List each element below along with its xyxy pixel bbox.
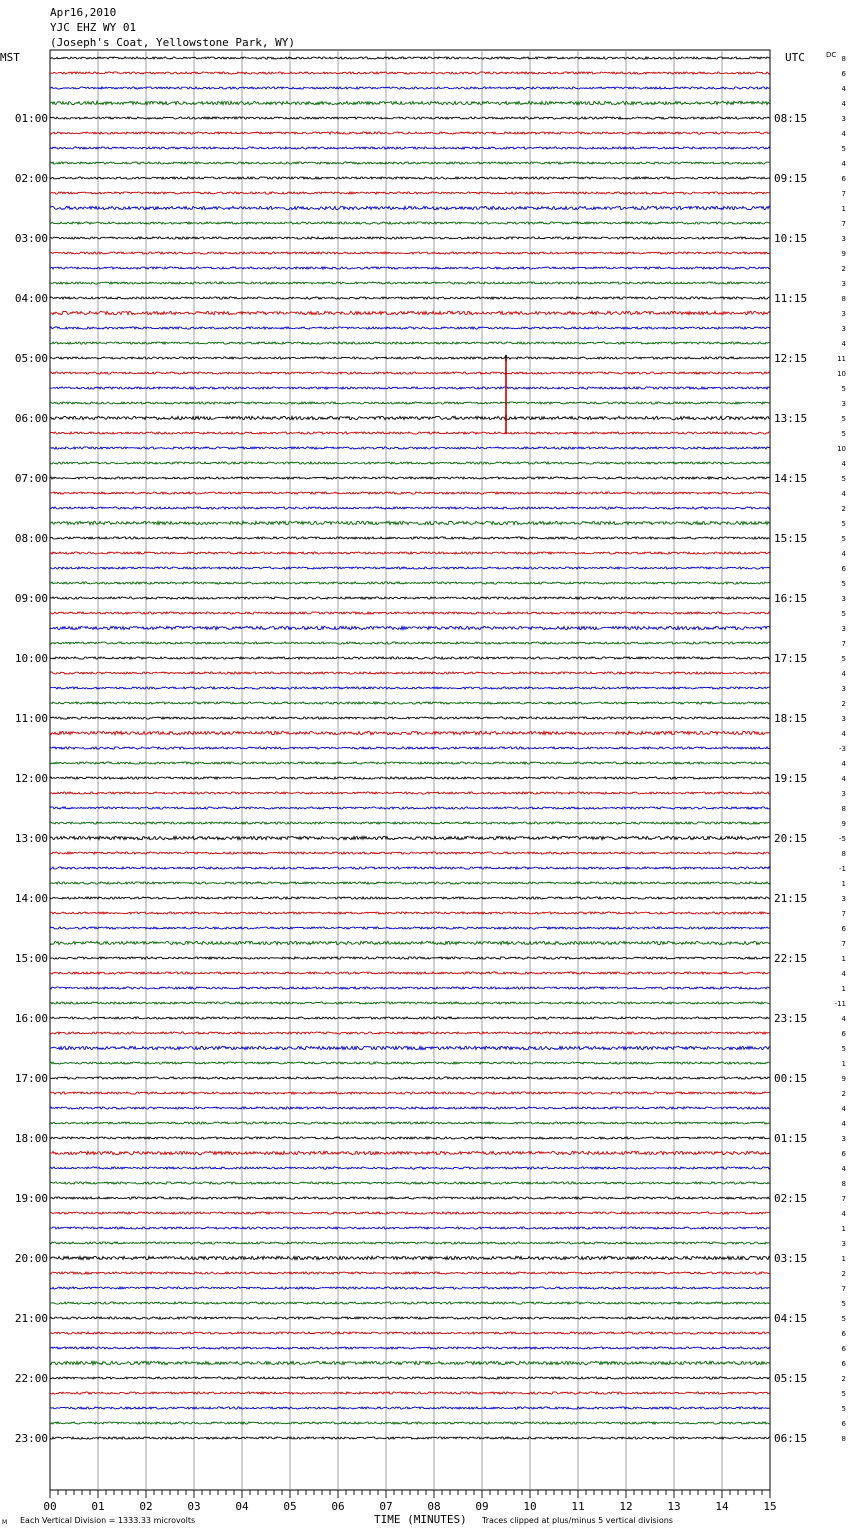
dc-offset-value: 4 bbox=[841, 970, 846, 978]
dc-offset-value: 3 bbox=[841, 325, 846, 333]
dc-offset-value: 7 bbox=[841, 1195, 846, 1203]
dc-offset-value: 1 bbox=[841, 880, 846, 888]
trace-line bbox=[50, 1437, 770, 1439]
hour-label-right: 05:15 bbox=[774, 1372, 808, 1385]
station-location: (Joseph's Coat, Yellowstone Park, WY) bbox=[50, 36, 296, 49]
trace-line bbox=[50, 1407, 770, 1409]
hour-label-right: 13:15 bbox=[774, 412, 808, 425]
trace-line bbox=[50, 1167, 770, 1169]
trace-line bbox=[50, 852, 770, 854]
dc-offset-value: 6 bbox=[841, 925, 846, 933]
trace-line bbox=[50, 477, 770, 479]
trace-line bbox=[50, 327, 770, 329]
hour-label-left: 08:00 bbox=[14, 532, 48, 545]
trace-line bbox=[50, 731, 770, 734]
dc-offset-value: 7 bbox=[841, 1285, 846, 1293]
trace-line bbox=[50, 1422, 770, 1424]
dc-offset-value: 4 bbox=[841, 490, 846, 498]
dc-offset-value: 8 bbox=[841, 805, 846, 813]
trace-line bbox=[50, 416, 770, 419]
trace-line bbox=[50, 702, 770, 704]
dc-offset-value: 5 bbox=[841, 655, 846, 663]
hour-label-right: 21:15 bbox=[774, 892, 808, 905]
trace-line bbox=[50, 927, 770, 929]
trace-line bbox=[50, 537, 770, 539]
x-tick-label: 08 bbox=[427, 1500, 441, 1513]
dc-offset-value: 7 bbox=[841, 910, 846, 918]
hour-label-left: 03:00 bbox=[14, 232, 48, 245]
dc-offset-value: 5 bbox=[841, 475, 846, 483]
trace-line bbox=[50, 1137, 770, 1139]
hour-label-right: 23:15 bbox=[774, 1012, 808, 1025]
dc-offset-value: 5 bbox=[841, 385, 846, 393]
dc-offset-labels bbox=[835, 55, 847, 1443]
trace-line bbox=[50, 1242, 770, 1244]
dc-offset-value: 3 bbox=[841, 625, 846, 633]
dc-offset-value: 4 bbox=[841, 1165, 846, 1173]
trace-line bbox=[50, 836, 770, 839]
trace-line bbox=[50, 822, 770, 824]
dc-offset-value: 2 bbox=[841, 1375, 846, 1383]
dc-offset-value: 7 bbox=[841, 190, 846, 198]
x-axis-title: TIME (MINUTES) bbox=[374, 1513, 467, 1526]
hour-label-right: 04:15 bbox=[774, 1312, 808, 1325]
trace-line bbox=[50, 687, 770, 689]
dc-offset-value: 8 bbox=[841, 1435, 846, 1443]
hour-label-right: 09:15 bbox=[774, 172, 808, 185]
hour-label-left: 11:00 bbox=[14, 712, 48, 725]
dc-offset-value: 9 bbox=[841, 820, 846, 828]
hour-label-left: 04:00 bbox=[14, 292, 48, 305]
trace-line bbox=[50, 912, 770, 914]
hour-label-right: 01:15 bbox=[774, 1132, 808, 1145]
trace-line bbox=[50, 1032, 770, 1034]
station-code: YJC EHZ WY 01 bbox=[50, 21, 137, 34]
hour-label-right: 12:15 bbox=[774, 352, 808, 365]
dc-offset-value: 1 bbox=[841, 1255, 846, 1263]
hour-label-right: 03:15 bbox=[774, 1252, 808, 1265]
dc-offset-value: 5 bbox=[841, 1315, 846, 1323]
trace-line bbox=[50, 147, 770, 149]
trace-line bbox=[50, 132, 770, 134]
clip-note: Traces clipped at plus/minus 5 vertical divisions bbox=[482, 1516, 673, 1525]
dc-offset-value: 2 bbox=[841, 1090, 846, 1098]
dc-offset-value: 4 bbox=[841, 340, 846, 348]
x-tick-label: 05 bbox=[283, 1500, 297, 1513]
dc-offset-value: 4 bbox=[841, 760, 846, 768]
hour-label-right: 10:15 bbox=[774, 232, 808, 245]
hour-label-left: 15:00 bbox=[14, 952, 48, 965]
x-tick-label: 02 bbox=[139, 1500, 153, 1513]
dc-offset-value: 6 bbox=[841, 1345, 846, 1353]
hour-label-right: 06:15 bbox=[774, 1432, 808, 1445]
hour-label-left: 06:00 bbox=[14, 412, 48, 425]
trace-line bbox=[50, 1227, 770, 1229]
trace-line bbox=[50, 521, 770, 524]
dc-offset-value: 3 bbox=[841, 400, 846, 408]
trace-line bbox=[50, 222, 770, 224]
dc-offset-value: 6 bbox=[841, 1420, 846, 1428]
trace-line bbox=[50, 882, 770, 884]
hour-label-right: 00:15 bbox=[774, 1072, 808, 1085]
x-tick-label: 07 bbox=[379, 1500, 393, 1513]
dc-offset-value: 4 bbox=[841, 160, 846, 168]
hour-label-right: 11:15 bbox=[774, 292, 808, 305]
dc-offset-value: 2 bbox=[841, 265, 846, 273]
dc-offset-value: -3 bbox=[839, 745, 846, 753]
dc-offset-value: -1 bbox=[839, 865, 846, 873]
trace-line bbox=[50, 1197, 770, 1199]
hour-label-left: 05:00 bbox=[14, 352, 48, 365]
dc-offset-value: 8 bbox=[841, 295, 846, 303]
hour-label-right: 02:15 bbox=[774, 1192, 808, 1205]
dc-offset-value: 6 bbox=[841, 175, 846, 183]
dc-offset-value: 2 bbox=[841, 505, 846, 513]
x-tick-label: 15 bbox=[763, 1500, 777, 1513]
dc-offset-value: 4 bbox=[841, 550, 846, 558]
x-axis bbox=[43, 1490, 776, 1513]
hour-label-right: 16:15 bbox=[774, 592, 808, 605]
seismic-traces bbox=[50, 57, 770, 1439]
trace-line bbox=[50, 87, 770, 89]
trace-line bbox=[50, 1302, 770, 1304]
dc-offset-value: 3 bbox=[841, 1135, 846, 1143]
dc-offset-value: 5 bbox=[841, 1300, 846, 1308]
trace-line bbox=[50, 1107, 770, 1109]
trace-line bbox=[50, 447, 770, 449]
hour-label-right: 19:15 bbox=[774, 772, 808, 785]
hour-label-left: 07:00 bbox=[14, 472, 48, 485]
dc-offset-value: 5 bbox=[841, 520, 846, 528]
corner-mark: M bbox=[2, 1519, 8, 1526]
dc-offset-value: 4 bbox=[841, 775, 846, 783]
dc-offset-value: 1 bbox=[841, 955, 846, 963]
trace-line bbox=[50, 1377, 770, 1379]
dc-offset-value: 1 bbox=[841, 985, 846, 993]
trace-line bbox=[50, 57, 770, 59]
dc-offset-value: 4 bbox=[841, 1015, 846, 1023]
trace-line bbox=[50, 552, 770, 554]
hour-label-left: 10:00 bbox=[14, 652, 48, 665]
trace-line bbox=[50, 1347, 770, 1349]
x-tick-label: 14 bbox=[715, 1500, 729, 1513]
dc-offset-value: 6 bbox=[841, 70, 846, 78]
dc-offset-value: 3 bbox=[841, 115, 846, 123]
dc-offset-value: 4 bbox=[841, 100, 846, 108]
dc-offset-value: 5 bbox=[841, 415, 846, 423]
dc-offset-value: 3 bbox=[841, 790, 846, 798]
trace-line bbox=[50, 101, 770, 104]
x-tick-label: 11 bbox=[571, 1500, 585, 1513]
trace-line bbox=[50, 1062, 770, 1064]
dc-offset-value: 6 bbox=[841, 1330, 846, 1338]
dc-offset-value: 2 bbox=[841, 700, 846, 708]
x-tick-label: 12 bbox=[619, 1500, 633, 1513]
hour-label-right: 22:15 bbox=[774, 952, 808, 965]
dc-offset-value: 5 bbox=[841, 1390, 846, 1398]
trace-line bbox=[50, 612, 770, 614]
trace-line bbox=[50, 1092, 770, 1094]
dc-offset-value: 5 bbox=[841, 1405, 846, 1413]
trace-line bbox=[50, 1256, 770, 1259]
dc-offset-value: 5 bbox=[841, 580, 846, 588]
dc-offset-value: 5 bbox=[841, 535, 846, 543]
trace-line bbox=[50, 1332, 770, 1334]
dc-offset-value: 6 bbox=[841, 565, 846, 573]
trace-line bbox=[50, 747, 770, 749]
trace-line bbox=[50, 432, 770, 434]
hour-label-right: 18:15 bbox=[774, 712, 808, 725]
trace-line bbox=[50, 626, 770, 629]
trace-line bbox=[50, 311, 770, 314]
dc-offset-value: 1 bbox=[841, 1060, 846, 1068]
dc-offset-value: 7 bbox=[841, 220, 846, 228]
dc-offset-value: 5 bbox=[841, 1045, 846, 1053]
trace-line bbox=[50, 252, 770, 254]
trace-line bbox=[50, 582, 770, 584]
trace-line bbox=[50, 1317, 770, 1319]
hour-label-left: 17:00 bbox=[14, 1072, 48, 1085]
trace-line bbox=[50, 762, 770, 764]
trace-line bbox=[50, 357, 770, 359]
trace-line bbox=[50, 1077, 770, 1079]
dc-offset-value: 3 bbox=[841, 595, 846, 603]
x-tick-label: 09 bbox=[475, 1500, 489, 1513]
trace-line bbox=[50, 72, 770, 74]
hour-label-right: 20:15 bbox=[774, 832, 808, 845]
dc-offset-value: 9 bbox=[841, 250, 846, 258]
trace-line bbox=[50, 372, 770, 374]
trace-line bbox=[50, 897, 770, 899]
trace-line bbox=[50, 402, 770, 404]
trace-line bbox=[50, 462, 770, 464]
dc-offset-value: 3 bbox=[841, 280, 846, 288]
hour-label-left: 01:00 bbox=[14, 112, 48, 125]
dc-offset-value: 4 bbox=[841, 1105, 846, 1113]
dc-offset-value: 1 bbox=[841, 205, 846, 213]
x-tick-label: 10 bbox=[523, 1500, 537, 1513]
trace-line bbox=[50, 267, 770, 269]
hour-label-left: 16:00 bbox=[14, 1012, 48, 1025]
scale-note: Each Vertical Division = 1333.33 microvolts bbox=[20, 1516, 196, 1525]
dc-offset-value: 8 bbox=[841, 850, 846, 858]
x-tick-label: 04 bbox=[235, 1500, 249, 1513]
trace-line bbox=[50, 807, 770, 809]
trace-line bbox=[50, 657, 770, 659]
dc-offset-value: 4 bbox=[841, 460, 846, 468]
trace-line bbox=[50, 972, 770, 974]
record-date: Apr16,2010 bbox=[50, 6, 117, 19]
dc-offset-value: 4 bbox=[841, 1210, 846, 1218]
trace-line bbox=[50, 192, 770, 194]
hour-label-left: 21:00 bbox=[14, 1312, 48, 1325]
trace-line bbox=[50, 1392, 770, 1394]
trace-line bbox=[50, 1002, 770, 1004]
hour-label-right: 17:15 bbox=[774, 652, 808, 665]
trace-line bbox=[50, 117, 770, 119]
hour-label-left: 23:00 bbox=[14, 1432, 48, 1445]
dc-offset-value: 3 bbox=[841, 235, 846, 243]
trace-line bbox=[50, 1287, 770, 1289]
hour-label-right: 08:15 bbox=[774, 112, 808, 125]
trace-line bbox=[50, 777, 770, 779]
trace-line bbox=[50, 642, 770, 644]
trace-line bbox=[50, 1212, 770, 1214]
dc-offset-value: 11 bbox=[837, 355, 846, 363]
dc-offset-value: 4 bbox=[841, 1120, 846, 1128]
hour-label-left: 19:00 bbox=[14, 1192, 48, 1205]
trace-line bbox=[50, 206, 770, 209]
trace-line bbox=[50, 507, 770, 509]
hour-label-left: 02:00 bbox=[14, 172, 48, 185]
trace-line bbox=[50, 1017, 770, 1019]
dc-offset-value: 8 bbox=[841, 1180, 846, 1188]
dc-offset-value: 8 bbox=[841, 55, 846, 63]
dc-offset-value: -11 bbox=[834, 1000, 846, 1008]
dc-offset-value: 6 bbox=[841, 1030, 846, 1038]
trace-line bbox=[50, 387, 770, 389]
trace-line bbox=[50, 1182, 770, 1184]
trace-line bbox=[50, 672, 770, 674]
dc-offset-value: 10 bbox=[837, 370, 846, 378]
trace-line bbox=[50, 717, 770, 719]
right-hour-labels bbox=[774, 112, 807, 1445]
dc-offset-value: 4 bbox=[841, 730, 846, 738]
dc-offset-value: 4 bbox=[841, 85, 846, 93]
trace-line bbox=[50, 987, 770, 989]
hour-label-left: 22:00 bbox=[14, 1372, 48, 1385]
trace-line bbox=[50, 342, 770, 344]
x-tick-label: 03 bbox=[187, 1500, 201, 1513]
trace-line bbox=[50, 567, 770, 569]
trace-line bbox=[50, 792, 770, 794]
left-hour-labels bbox=[15, 112, 48, 1445]
trace-line bbox=[50, 1046, 770, 1049]
dc-offset-value: 2 bbox=[841, 1270, 846, 1278]
dc-offset-value: 3 bbox=[841, 310, 846, 318]
hour-label-left: 14:00 bbox=[14, 892, 48, 905]
dc-offset-value: 5 bbox=[841, 430, 846, 438]
trace-line bbox=[50, 237, 770, 239]
dc-offset-value: -5 bbox=[839, 835, 846, 843]
x-tick-label: 00 bbox=[43, 1500, 57, 1513]
dc-offset-value: 3 bbox=[841, 1240, 846, 1248]
dc-offset-value: 7 bbox=[841, 640, 846, 648]
hour-label-right: 15:15 bbox=[774, 532, 808, 545]
trace-line bbox=[50, 297, 770, 299]
dc-offset-value: 6 bbox=[841, 1360, 846, 1368]
x-tick-label: 01 bbox=[91, 1500, 105, 1513]
dc-offset-value: 10 bbox=[837, 445, 846, 453]
left-timezone-label: MST bbox=[0, 51, 20, 64]
trace-line bbox=[50, 1151, 770, 1154]
trace-line bbox=[50, 941, 770, 944]
trace-line bbox=[50, 957, 770, 959]
hour-label-left: 13:00 bbox=[14, 832, 48, 845]
trace-line bbox=[50, 597, 770, 599]
hour-label-left: 09:00 bbox=[14, 592, 48, 605]
trace-line bbox=[50, 1122, 770, 1124]
trace-line bbox=[50, 492, 770, 494]
dc-offset-value: 5 bbox=[841, 145, 846, 153]
dc-offset-value: 9 bbox=[841, 1075, 846, 1083]
x-tick-label: 13 bbox=[667, 1500, 681, 1513]
right-timezone-label: UTC bbox=[785, 51, 805, 64]
trace-line bbox=[50, 1272, 770, 1274]
hour-label-left: 12:00 bbox=[14, 772, 48, 785]
hour-label-right: 14:15 bbox=[774, 472, 808, 485]
hour-label-left: 20:00 bbox=[14, 1252, 48, 1265]
trace-line bbox=[50, 162, 770, 164]
trace-line bbox=[50, 1361, 770, 1364]
trace-line bbox=[50, 177, 770, 179]
dc-offset-value: 5 bbox=[841, 610, 846, 618]
hour-label-left: 18:00 bbox=[14, 1132, 48, 1145]
dc-offset-value: 6 bbox=[841, 1150, 846, 1158]
dc-offset-value: 7 bbox=[841, 940, 846, 948]
dc-offset-value: 4 bbox=[841, 130, 846, 138]
dc-offset-value: 1 bbox=[841, 1225, 846, 1233]
dc-offset-value: 3 bbox=[841, 715, 846, 723]
dc-offset-value: 3 bbox=[841, 685, 846, 693]
dc-column-label: DC bbox=[826, 51, 837, 59]
x-tick-label: 06 bbox=[331, 1500, 345, 1513]
dc-offset-value: 4 bbox=[841, 670, 846, 678]
trace-line bbox=[50, 867, 770, 869]
dc-offset-value: 3 bbox=[841, 895, 846, 903]
trace-line bbox=[50, 282, 770, 284]
